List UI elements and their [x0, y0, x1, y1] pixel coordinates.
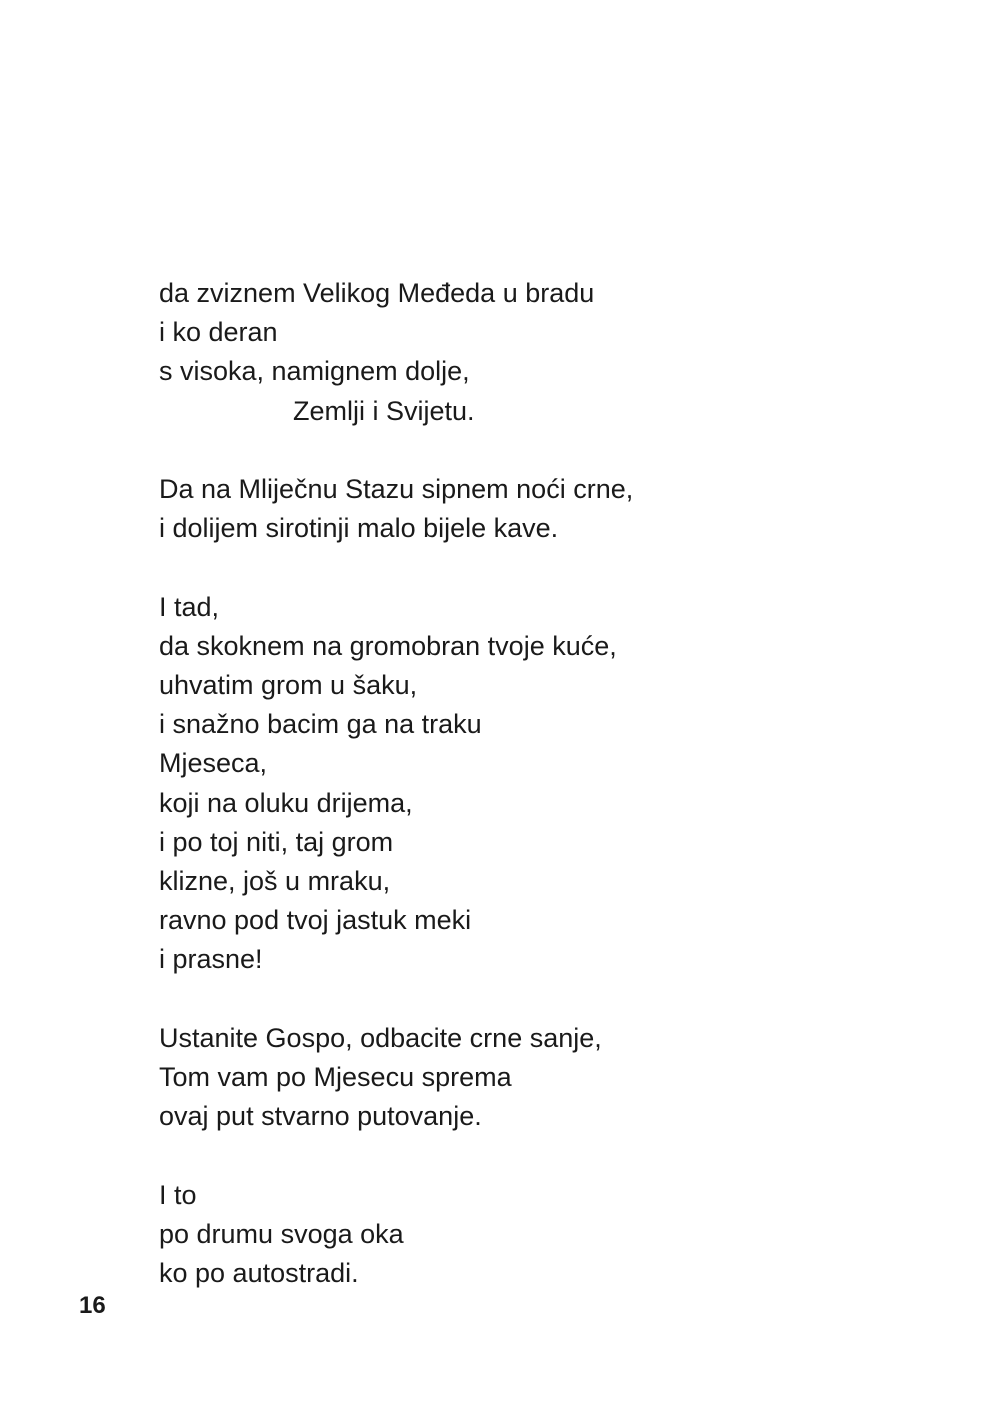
- stanza-2: [159, 470, 879, 548]
- poem-line: i po toj niti, taj grom: [159, 826, 394, 857]
- poem-text: [159, 274, 879, 1293]
- poem-line: da zviznem Velikog Međeda u bradu: [159, 278, 595, 308]
- poem-line: i snažno bacim ga na traku: [159, 709, 482, 740]
- poem-line-indented: Zemlji i Svijetu.: [293, 395, 475, 426]
- poem-line: Da na Mliječnu Stazu sipnem noći crne,: [159, 474, 634, 504]
- poem-line: ravno pod tvoj jastuk meki: [159, 905, 472, 936]
- poem-line: i dolijem sirotinji malo bijele kave.: [159, 513, 559, 544]
- poem-line: i ko deran: [159, 317, 278, 348]
- poem-line: ko po autostradi.: [159, 1258, 359, 1289]
- poem-line: koji na oluku drijema,: [159, 787, 413, 818]
- poem-line: s visoka, namignem dolje,: [159, 356, 470, 387]
- stanza-4: [159, 1019, 879, 1137]
- poem-line: I tad,: [159, 591, 220, 622]
- stanza-1: [159, 274, 879, 431]
- poem-line: ovaj put stvarno putovanje.: [159, 1101, 482, 1132]
- poem-line: i prasne!: [159, 944, 263, 975]
- poem-line: uhvatim grom u šaku,: [159, 670, 418, 700]
- stanza-3: [159, 588, 879, 980]
- poem-line: po drumu svoga oka: [159, 1218, 404, 1249]
- poem-line: Ustanite Gospo, odbacite crne sanje,: [159, 1022, 602, 1053]
- poem-line: da skoknem na gromobran tvoje kuće,: [159, 630, 617, 661]
- poem-line: Tom vam po Mjesecu sprema: [159, 1062, 512, 1093]
- page-number: 16: [79, 1292, 106, 1319]
- poem-line: klizne, još u mraku,: [159, 866, 391, 897]
- poem-line: I to: [159, 1179, 197, 1210]
- poem-line: Mjeseca,: [159, 748, 268, 779]
- stanza-5: [159, 1176, 879, 1294]
